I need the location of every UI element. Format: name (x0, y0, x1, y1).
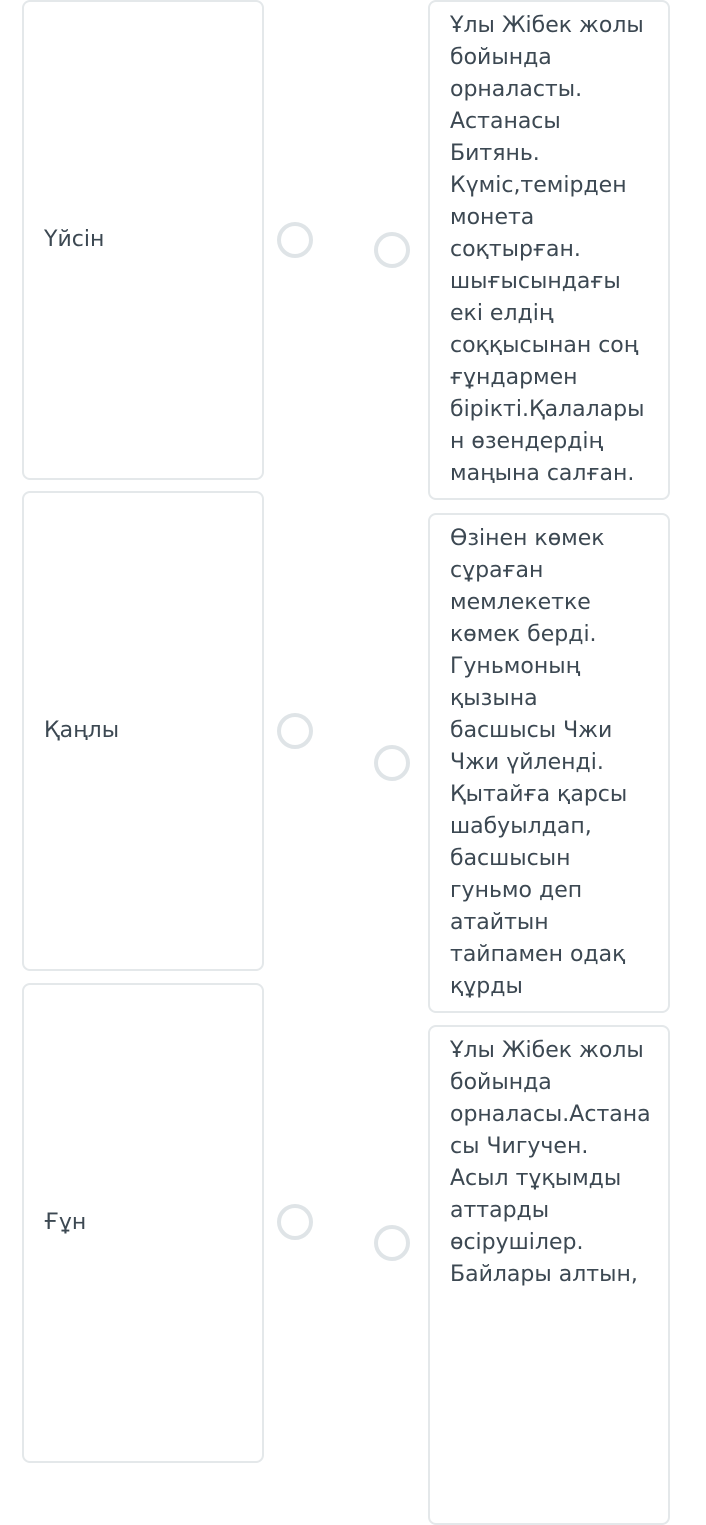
left-connector-radio[interactable] (277, 713, 313, 749)
match-right-card[interactable] (428, 513, 670, 1013)
right-connector-radio[interactable] (374, 232, 410, 268)
right-connector-radio[interactable] (374, 745, 410, 781)
match-left-card-gun[interactable] (22, 983, 264, 1463)
match-right-card[interactable] (428, 1025, 670, 1525)
match-left-label: Ғұн (44, 1210, 87, 1235)
match-right-card[interactable] (428, 0, 670, 500)
match-left-label: Қаңлы (44, 718, 120, 743)
match-left-card-kangly[interactable] (22, 491, 264, 971)
right-connector-radio[interactable] (374, 1225, 410, 1261)
match-left-label: Үйсін (44, 227, 105, 252)
match-right-text: Өзінен көмек сұраған мемлекетке көмек берді. Гуньмоның қызына басшысы Чжи Чжи үйленді. Қытайға қарсы шабуылдап, басшысын гуньмо деп атайтын тайпамен одақ құрды (450, 526, 628, 999)
left-connector-radio[interactable] (277, 1204, 313, 1240)
left-connector-radio[interactable] (277, 222, 313, 258)
match-left-card-usin[interactable] (22, 0, 264, 480)
match-right-text: Ұлы Жібек жолы бойында орналасты. Астанасы Битянь. Күміс,темірден монета соқтырған. шығысындағы екі елдің соққысынан соң ғұндармен бірікті.Қалалары н өзендердің маңына салған. (450, 13, 645, 486)
match-right-text: Ұлы Жібек жолы бойында орналасы.Астана сы Чигучен. Асыл тұқымды аттарды өсірушілер. Байлары алтын, (450, 1038, 651, 1287)
